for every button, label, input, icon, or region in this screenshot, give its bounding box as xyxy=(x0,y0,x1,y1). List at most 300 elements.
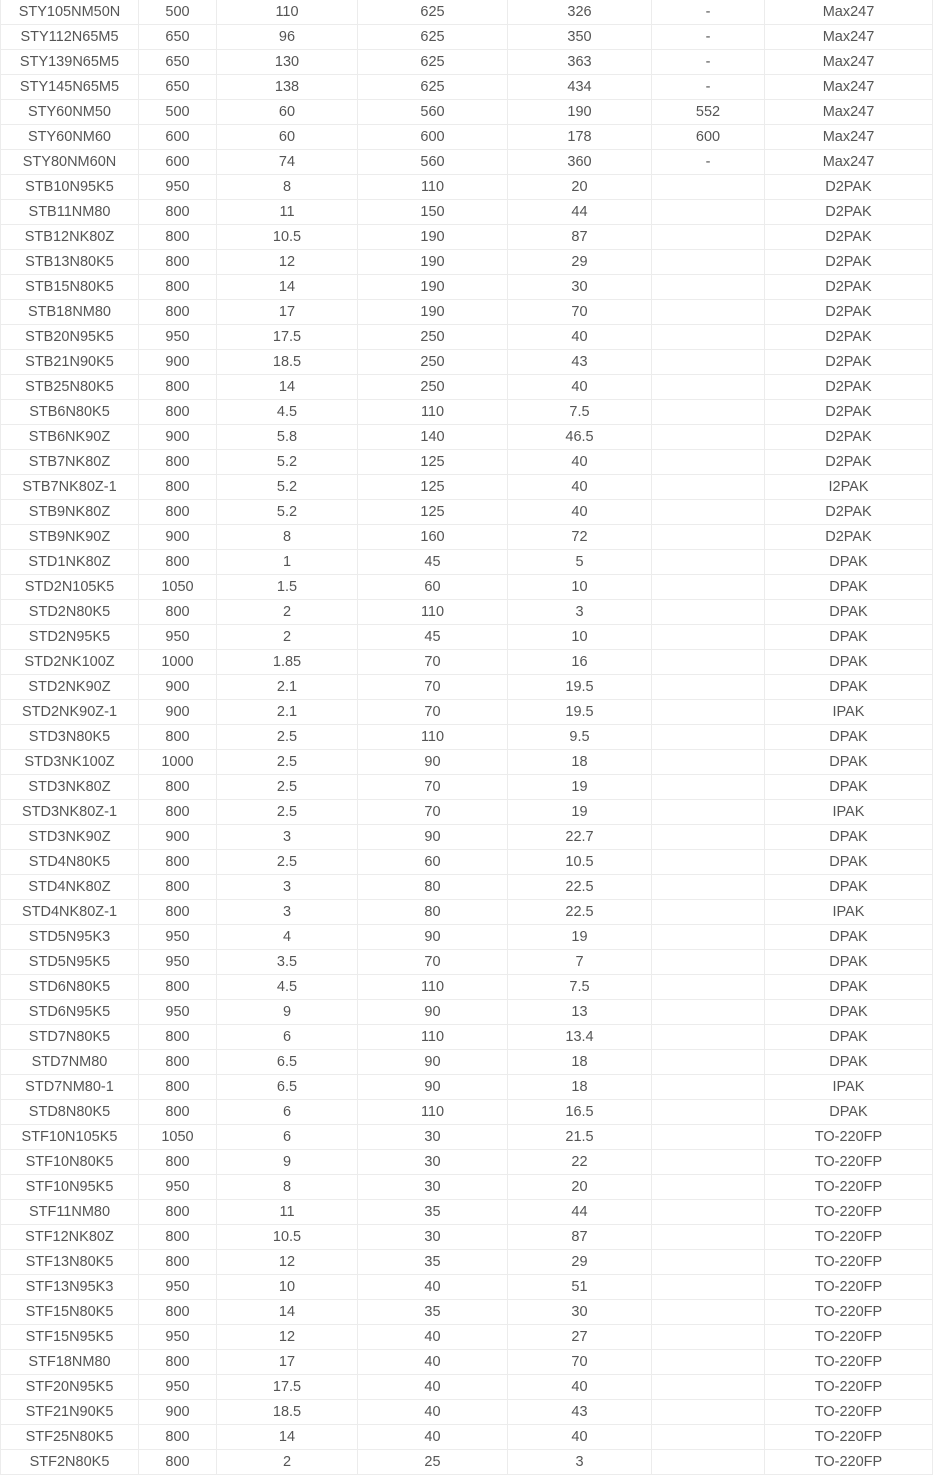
part-number-cell: STB18NM80 xyxy=(1,300,139,325)
power-cell: 625 xyxy=(358,50,508,75)
extra-cell xyxy=(652,325,765,350)
resistance-cell: 40 xyxy=(508,500,652,525)
power-cell: 70 xyxy=(358,800,508,825)
resistance-cell: 16 xyxy=(508,650,652,675)
package-cell: DPAK xyxy=(765,850,933,875)
voltage-cell: 800 xyxy=(139,250,217,275)
resistance-cell: 30 xyxy=(508,275,652,300)
table-row xyxy=(1,600,933,625)
current-cell: 14 xyxy=(217,1300,358,1325)
table-row xyxy=(1,950,933,975)
voltage-cell: 800 xyxy=(139,1150,217,1175)
extra-cell xyxy=(652,700,765,725)
power-cell: 250 xyxy=(358,350,508,375)
extra-cell: - xyxy=(652,50,765,75)
table-row xyxy=(1,200,933,225)
package-cell: D2PAK xyxy=(765,500,933,525)
extra-cell xyxy=(652,1225,765,1250)
package-cell: DPAK xyxy=(765,625,933,650)
package-cell: DPAK xyxy=(765,600,933,625)
package-cell: Max247 xyxy=(765,150,933,175)
resistance-cell: 5 xyxy=(508,550,652,575)
power-cell: 45 xyxy=(358,550,508,575)
voltage-cell: 800 xyxy=(139,875,217,900)
part-number-cell: STF10N80K5 xyxy=(1,1150,139,1175)
package-cell: DPAK xyxy=(765,1050,933,1075)
voltage-cell: 800 xyxy=(139,450,217,475)
voltage-cell: 800 xyxy=(139,475,217,500)
extra-cell xyxy=(652,875,765,900)
current-cell: 10.5 xyxy=(217,1225,358,1250)
power-cell: 90 xyxy=(358,1050,508,1075)
resistance-cell: 29 xyxy=(508,250,652,275)
table-row xyxy=(1,0,933,25)
extra-cell xyxy=(652,675,765,700)
extra-cell xyxy=(652,900,765,925)
table-row xyxy=(1,975,933,1000)
part-number-cell: STB21N90K5 xyxy=(1,350,139,375)
resistance-cell: 87 xyxy=(508,1225,652,1250)
table-row xyxy=(1,750,933,775)
extra-cell xyxy=(652,225,765,250)
resistance-cell: 40 xyxy=(508,475,652,500)
part-number-cell: STD2N95K5 xyxy=(1,625,139,650)
resistance-cell: 7.5 xyxy=(508,975,652,1000)
extra-cell xyxy=(652,475,765,500)
voltage-cell: 800 xyxy=(139,550,217,575)
resistance-cell: 44 xyxy=(508,200,652,225)
resistance-cell: 46.5 xyxy=(508,425,652,450)
part-number-cell: STD5N95K3 xyxy=(1,925,139,950)
table-row xyxy=(1,50,933,75)
power-cell: 35 xyxy=(358,1300,508,1325)
resistance-cell: 40 xyxy=(508,325,652,350)
package-cell: TO-220FP xyxy=(765,1225,933,1250)
table-row xyxy=(1,350,933,375)
power-cell: 40 xyxy=(358,1275,508,1300)
package-cell: Max247 xyxy=(765,100,933,125)
part-number-cell: STF11NM80 xyxy=(1,1200,139,1225)
power-cell: 70 xyxy=(358,675,508,700)
resistance-cell: 21.5 xyxy=(508,1125,652,1150)
current-cell: 6 xyxy=(217,1125,358,1150)
part-number-cell: STB9NK80Z xyxy=(1,500,139,525)
resistance-cell: 7.5 xyxy=(508,400,652,425)
package-cell: D2PAK xyxy=(765,225,933,250)
package-cell: TO-220FP xyxy=(765,1150,933,1175)
voltage-cell: 1050 xyxy=(139,1125,217,1150)
resistance-cell: 19.5 xyxy=(508,675,652,700)
part-number-cell: STF20N95K5 xyxy=(1,1375,139,1400)
extra-cell xyxy=(652,1250,765,1275)
part-number-cell: STD7NM80 xyxy=(1,1050,139,1075)
voltage-cell: 800 xyxy=(139,1100,217,1125)
part-number-cell: STB9NK90Z xyxy=(1,525,139,550)
voltage-cell: 800 xyxy=(139,275,217,300)
extra-cell xyxy=(652,425,765,450)
current-cell: 14 xyxy=(217,375,358,400)
resistance-cell: 27 xyxy=(508,1325,652,1350)
power-cell: 40 xyxy=(358,1375,508,1400)
package-cell: D2PAK xyxy=(765,300,933,325)
table-row xyxy=(1,550,933,575)
current-cell: 2.5 xyxy=(217,725,358,750)
extra-cell xyxy=(652,725,765,750)
package-cell: TO-220FP xyxy=(765,1275,933,1300)
extra-cell xyxy=(652,1300,765,1325)
power-cell: 190 xyxy=(358,275,508,300)
table-row xyxy=(1,1300,933,1325)
voltage-cell: 650 xyxy=(139,50,217,75)
current-cell: 110 xyxy=(217,0,358,25)
package-cell: IPAK xyxy=(765,1075,933,1100)
voltage-cell: 1050 xyxy=(139,575,217,600)
resistance-cell: 363 xyxy=(508,50,652,75)
table-row xyxy=(1,1050,933,1075)
extra-cell xyxy=(652,550,765,575)
voltage-cell: 800 xyxy=(139,375,217,400)
part-number-cell: STD2NK100Z xyxy=(1,650,139,675)
voltage-cell: 800 xyxy=(139,1300,217,1325)
voltage-cell: 800 xyxy=(139,1075,217,1100)
package-cell: D2PAK xyxy=(765,200,933,225)
voltage-cell: 800 xyxy=(139,725,217,750)
resistance-cell: 40 xyxy=(508,1425,652,1450)
package-cell: D2PAK xyxy=(765,450,933,475)
extra-cell: - xyxy=(652,25,765,50)
current-cell: 3 xyxy=(217,875,358,900)
extra-cell xyxy=(652,1200,765,1225)
power-cell: 30 xyxy=(358,1125,508,1150)
current-cell: 14 xyxy=(217,1425,358,1450)
part-number-cell: STD2NK90Z-1 xyxy=(1,700,139,725)
resistance-cell: 87 xyxy=(508,225,652,250)
voltage-cell: 800 xyxy=(139,800,217,825)
current-cell: 12 xyxy=(217,1250,358,1275)
part-number-cell: STF15N80K5 xyxy=(1,1300,139,1325)
extra-cell: - xyxy=(652,75,765,100)
package-cell: D2PAK xyxy=(765,250,933,275)
resistance-cell: 18 xyxy=(508,750,652,775)
voltage-cell: 800 xyxy=(139,1050,217,1075)
power-cell: 90 xyxy=(358,825,508,850)
extra-cell: 600 xyxy=(652,125,765,150)
power-cell: 30 xyxy=(358,1175,508,1200)
table-row xyxy=(1,1450,933,1475)
current-cell: 18.5 xyxy=(217,350,358,375)
power-cell: 30 xyxy=(358,1225,508,1250)
extra-cell xyxy=(652,775,765,800)
power-cell: 40 xyxy=(358,1325,508,1350)
voltage-cell: 600 xyxy=(139,125,217,150)
resistance-cell: 3 xyxy=(508,600,652,625)
package-cell: DPAK xyxy=(765,925,933,950)
power-cell: 40 xyxy=(358,1400,508,1425)
extra-cell xyxy=(652,350,765,375)
power-cell: 250 xyxy=(358,325,508,350)
part-number-cell: STD4NK80Z xyxy=(1,875,139,900)
voltage-cell: 950 xyxy=(139,1375,217,1400)
part-number-cell: STD7NM80-1 xyxy=(1,1075,139,1100)
table-row xyxy=(1,150,933,175)
power-cell: 30 xyxy=(358,1150,508,1175)
package-cell: Max247 xyxy=(765,50,933,75)
extra-cell xyxy=(652,175,765,200)
part-number-cell: STF15N95K5 xyxy=(1,1325,139,1350)
current-cell: 11 xyxy=(217,1200,358,1225)
current-cell: 10.5 xyxy=(217,225,358,250)
resistance-cell: 18 xyxy=(508,1050,652,1075)
power-cell: 90 xyxy=(358,1000,508,1025)
resistance-cell: 22 xyxy=(508,1150,652,1175)
current-cell: 2.1 xyxy=(217,675,358,700)
current-cell: 17.5 xyxy=(217,1375,358,1400)
part-number-cell: STD3NK80Z xyxy=(1,775,139,800)
current-cell: 60 xyxy=(217,100,358,125)
part-number-cell: STB25N80K5 xyxy=(1,375,139,400)
voltage-cell: 950 xyxy=(139,925,217,950)
current-cell: 8 xyxy=(217,525,358,550)
table-row xyxy=(1,825,933,850)
part-number-cell: STB12NK80Z xyxy=(1,225,139,250)
extra-cell xyxy=(652,1175,765,1200)
package-cell: TO-220FP xyxy=(765,1425,933,1450)
part-number-cell: STD6N80K5 xyxy=(1,975,139,1000)
part-number-cell: STY112N65M5 xyxy=(1,25,139,50)
extra-cell xyxy=(652,200,765,225)
extra-cell xyxy=(652,1400,765,1425)
resistance-cell: 72 xyxy=(508,525,652,550)
voltage-cell: 800 xyxy=(139,775,217,800)
current-cell: 8 xyxy=(217,175,358,200)
current-cell: 2.5 xyxy=(217,850,358,875)
power-cell: 90 xyxy=(358,750,508,775)
power-cell: 70 xyxy=(358,700,508,725)
voltage-cell: 600 xyxy=(139,150,217,175)
extra-cell xyxy=(652,1450,765,1475)
package-cell: DPAK xyxy=(765,1025,933,1050)
package-cell: TO-220FP xyxy=(765,1375,933,1400)
voltage-cell: 950 xyxy=(139,1275,217,1300)
table-row xyxy=(1,800,933,825)
table-row xyxy=(1,525,933,550)
resistance-cell: 70 xyxy=(508,300,652,325)
power-cell: 35 xyxy=(358,1200,508,1225)
package-cell: TO-220FP xyxy=(765,1300,933,1325)
voltage-cell: 800 xyxy=(139,975,217,1000)
resistance-cell: 40 xyxy=(508,375,652,400)
part-number-cell: STY145N65M5 xyxy=(1,75,139,100)
table-row xyxy=(1,425,933,450)
part-number-cell: STF18NM80 xyxy=(1,1350,139,1375)
extra-cell: 552 xyxy=(652,100,765,125)
power-cell: 45 xyxy=(358,625,508,650)
current-cell: 2.5 xyxy=(217,750,358,775)
table-row xyxy=(1,1225,933,1250)
power-cell: 190 xyxy=(358,225,508,250)
voltage-cell: 950 xyxy=(139,625,217,650)
voltage-cell: 500 xyxy=(139,0,217,25)
table-row xyxy=(1,1100,933,1125)
extra-cell xyxy=(652,950,765,975)
package-cell: TO-220FP xyxy=(765,1400,933,1425)
current-cell: 14 xyxy=(217,275,358,300)
power-cell: 110 xyxy=(358,975,508,1000)
package-cell: TO-220FP xyxy=(765,1350,933,1375)
table-row xyxy=(1,725,933,750)
voltage-cell: 800 xyxy=(139,600,217,625)
extra-cell xyxy=(652,1350,765,1375)
extra-cell xyxy=(652,1275,765,1300)
voltage-cell: 900 xyxy=(139,1400,217,1425)
table-row xyxy=(1,125,933,150)
part-number-cell: STD8N80K5 xyxy=(1,1100,139,1125)
voltage-cell: 950 xyxy=(139,175,217,200)
package-cell: D2PAK xyxy=(765,325,933,350)
package-cell: DPAK xyxy=(765,750,933,775)
package-cell: DPAK xyxy=(765,950,933,975)
package-cell: TO-220FP xyxy=(765,1175,933,1200)
current-cell: 138 xyxy=(217,75,358,100)
package-cell: D2PAK xyxy=(765,175,933,200)
package-cell: DPAK xyxy=(765,975,933,1000)
voltage-cell: 900 xyxy=(139,425,217,450)
part-number-cell: STF21N90K5 xyxy=(1,1400,139,1425)
table-row xyxy=(1,625,933,650)
power-cell: 125 xyxy=(358,500,508,525)
package-cell: D2PAK xyxy=(765,525,933,550)
current-cell: 6 xyxy=(217,1100,358,1125)
power-cell: 110 xyxy=(358,1100,508,1125)
current-cell: 18.5 xyxy=(217,1400,358,1425)
extra-cell xyxy=(652,625,765,650)
power-cell: 40 xyxy=(358,1350,508,1375)
part-number-cell: STB13N80K5 xyxy=(1,250,139,275)
table-row xyxy=(1,400,933,425)
voltage-cell: 800 xyxy=(139,1425,217,1450)
part-number-cell: STD3NK80Z-1 xyxy=(1,800,139,825)
resistance-cell: 70 xyxy=(508,1350,652,1375)
current-cell: 4.5 xyxy=(217,400,358,425)
parts-table-body xyxy=(1,0,933,1475)
resistance-cell: 20 xyxy=(508,1175,652,1200)
package-cell: TO-220FP xyxy=(765,1450,933,1475)
extra-cell xyxy=(652,850,765,875)
table-row xyxy=(1,650,933,675)
package-cell: DPAK xyxy=(765,875,933,900)
current-cell: 12 xyxy=(217,1325,358,1350)
voltage-cell: 800 xyxy=(139,1450,217,1475)
package-cell: DPAK xyxy=(765,650,933,675)
table-row xyxy=(1,850,933,875)
resistance-cell: 7 xyxy=(508,950,652,975)
current-cell: 2 xyxy=(217,600,358,625)
part-number-cell: STY80NM60N xyxy=(1,150,139,175)
current-cell: 6 xyxy=(217,1025,358,1050)
voltage-cell: 800 xyxy=(139,400,217,425)
resistance-cell: 19 xyxy=(508,800,652,825)
current-cell: 10 xyxy=(217,1275,358,1300)
resistance-cell: 9.5 xyxy=(508,725,652,750)
current-cell: 2.1 xyxy=(217,700,358,725)
voltage-cell: 500 xyxy=(139,100,217,125)
table-row xyxy=(1,875,933,900)
current-cell: 74 xyxy=(217,150,358,175)
resistance-cell: 22.7 xyxy=(508,825,652,850)
part-number-cell: STB10N95K5 xyxy=(1,175,139,200)
package-cell: D2PAK xyxy=(765,425,933,450)
current-cell: 1.85 xyxy=(217,650,358,675)
current-cell: 5.2 xyxy=(217,500,358,525)
table-row xyxy=(1,900,933,925)
table-row xyxy=(1,300,933,325)
package-cell: DPAK xyxy=(765,1000,933,1025)
part-number-cell: STF25N80K5 xyxy=(1,1425,139,1450)
package-cell: D2PAK xyxy=(765,350,933,375)
power-cell: 110 xyxy=(358,600,508,625)
voltage-cell: 800 xyxy=(139,1025,217,1050)
current-cell: 5.2 xyxy=(217,450,358,475)
table-row xyxy=(1,375,933,400)
part-number-cell: STY105NM50N xyxy=(1,0,139,25)
resistance-cell: 13.4 xyxy=(508,1025,652,1050)
package-cell: I2PAK xyxy=(765,475,933,500)
extra-cell xyxy=(652,750,765,775)
voltage-cell: 1000 xyxy=(139,750,217,775)
current-cell: 130 xyxy=(217,50,358,75)
part-number-cell: STD7N80K5 xyxy=(1,1025,139,1050)
extra-cell xyxy=(652,1000,765,1025)
extra-cell xyxy=(652,500,765,525)
power-cell: 625 xyxy=(358,25,508,50)
extra-cell xyxy=(652,1425,765,1450)
power-cell: 560 xyxy=(358,100,508,125)
power-cell: 80 xyxy=(358,875,508,900)
package-cell: DPAK xyxy=(765,725,933,750)
table-row xyxy=(1,775,933,800)
resistance-cell: 178 xyxy=(508,125,652,150)
resistance-cell: 13 xyxy=(508,1000,652,1025)
resistance-cell: 51 xyxy=(508,1275,652,1300)
table-row xyxy=(1,100,933,125)
voltage-cell: 950 xyxy=(139,950,217,975)
current-cell: 1 xyxy=(217,550,358,575)
extra-cell: - xyxy=(652,0,765,25)
resistance-cell: 10 xyxy=(508,575,652,600)
power-cell: 110 xyxy=(358,400,508,425)
table-row xyxy=(1,325,933,350)
voltage-cell: 950 xyxy=(139,1000,217,1025)
package-cell: Max247 xyxy=(765,75,933,100)
table-row xyxy=(1,1250,933,1275)
power-cell: 40 xyxy=(358,1425,508,1450)
resistance-cell: 10 xyxy=(508,625,652,650)
power-cell: 600 xyxy=(358,125,508,150)
current-cell: 96 xyxy=(217,25,358,50)
resistance-cell: 190 xyxy=(508,100,652,125)
table-row xyxy=(1,1075,933,1100)
current-cell: 60 xyxy=(217,125,358,150)
power-cell: 90 xyxy=(358,1075,508,1100)
package-cell: DPAK xyxy=(765,550,933,575)
voltage-cell: 650 xyxy=(139,75,217,100)
power-cell: 60 xyxy=(358,575,508,600)
table-row xyxy=(1,1000,933,1025)
extra-cell xyxy=(652,650,765,675)
current-cell: 12 xyxy=(217,250,358,275)
resistance-cell: 30 xyxy=(508,1300,652,1325)
current-cell: 2 xyxy=(217,625,358,650)
